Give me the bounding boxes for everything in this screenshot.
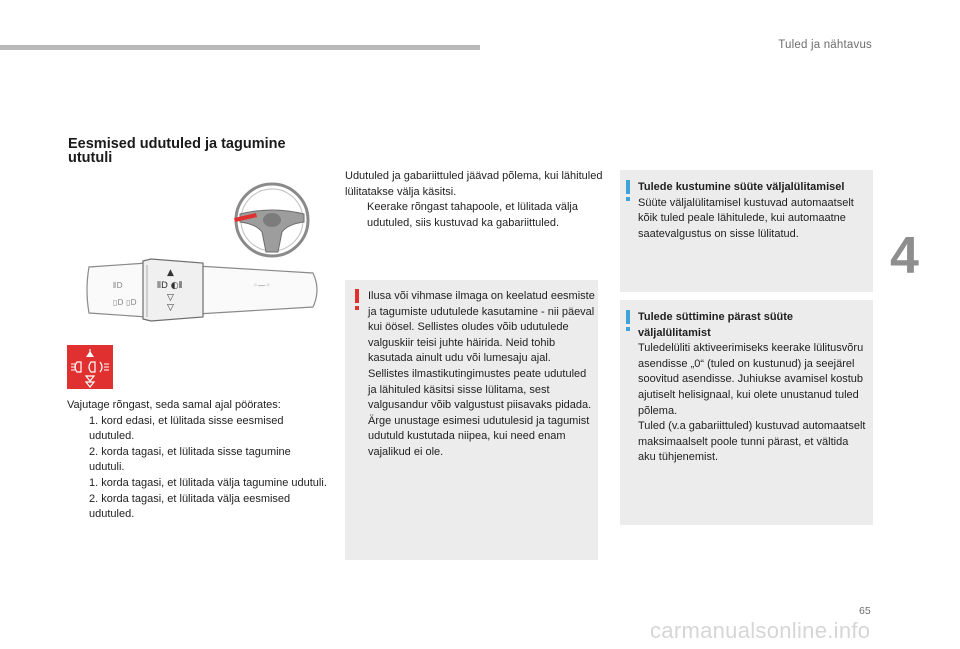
info-paragraph: Süüte väljalülitamisel kustuvad automaatselt kõik tuled peale lähitulede, kui automaatne saatevalgustus on sisse lülitatud. [638,196,854,240]
warning-paragraph: Ilusa või vihmase ilmaga on keelatud eesmiste ja tagumiste udutulede kasutamine - nii päeval kui öösel. Sellistes oludes võib udutulede valguskiir teisi juhte häirida. Neid tohib kasutada ainult udu või lumesaju ajal. [368,290,595,365]
warning-text [368,289,596,461]
list-item: 1. kord edasi, et lülitada sisse eesmised udutuled. [89,414,284,443]
list-item: 1. korda tagasi, et lülitada välja tagumine udutuli. [89,476,327,489]
left-steps-list [67,414,327,523]
left-column [67,398,327,523]
info-box-auto-off [620,170,873,292]
info-box-lights-on [620,300,873,525]
info-paragraph: Tuled (v.a gabariittuled) kustuvad automaatselt maksimaalselt poole tunni pärast, et vältida aku tühjenemist. [638,420,866,464]
header-rule [0,45,480,50]
page-number: 65 [859,605,871,617]
page-title: Eesmised udutuled ja tagumine ututuli [68,136,286,166]
middle-column [345,169,603,231]
warning-paragraph: Sellistes ilmastikutingimustes peate udutuled ja lähituled käsitsi sisse lülitama, sest valgusandur võib valgustust piisavaks pidada. [368,367,592,412]
info-title: Tulede süttimine pärast süüte väljalülitamist [638,311,794,339]
list-item: Keerake rõngast tahapoole, et lülitada välja udutuled, siis kustuvad ka gabariittuled. [367,201,578,229]
info-icon [626,180,630,194]
fog-light-switch-icon [67,345,113,389]
steering-wheel-illustration [232,180,312,260]
warning-box [345,280,598,560]
warning-paragraph: Ärge unustage esimesi udutulesid ja tagumist udutuld kustutada niipea, kui need enam vajalikud ei ole. [368,414,590,458]
svg-text:▲: ▲ [167,268,174,278]
watermark[interactable]: carmanualsonline.info [650,618,871,643]
svg-text:▯D ▯D: ▯D ▯D [113,298,137,307]
left-intro: Vajutage rõngast, seda samal ajal pöörates: [67,399,281,411]
chapter-number: 4 [890,227,919,285]
section-title: Tuled ja nähtavus [778,39,872,51]
svg-text:⦀D ◐⦀: ⦀D ◐⦀ [157,281,183,291]
svg-text:▽: ▽ [167,303,174,313]
svg-text:▽: ▽ [167,293,174,303]
info-paragraph: Tuledelüliti aktiveerimiseks keerake lülitusvõru asendisse „0“ (tuled on kustunud) ja seejärel soovitud asendisse. Juhiukse avamisel kostub ajutiselt helisignaal, kui olete unustanud tuled põlema. [638,342,864,417]
light-stalk-illustration [83,255,323,325]
svg-text:◦—◦: ◦—◦ [253,281,271,290]
info-title: Tulede kustumine süüte väljalülitamisel [638,181,845,193]
warning-exclamation-icon [355,289,359,303]
svg-text:⦀D: ⦀D [113,281,123,290]
middle-steps-list [345,200,603,231]
list-item: 2. korda tagasi, et lülitada välja eesmised udutuled. [89,492,291,521]
list-item: 2. korda tagasi, et lülitada sisse tagumine udutuli. [89,445,291,474]
info-icon [626,310,630,324]
middle-intro: Udutuled ja gabariittuled jäävad põlema, kui lähituled lülitatakse välja käsitsi. [345,170,603,198]
